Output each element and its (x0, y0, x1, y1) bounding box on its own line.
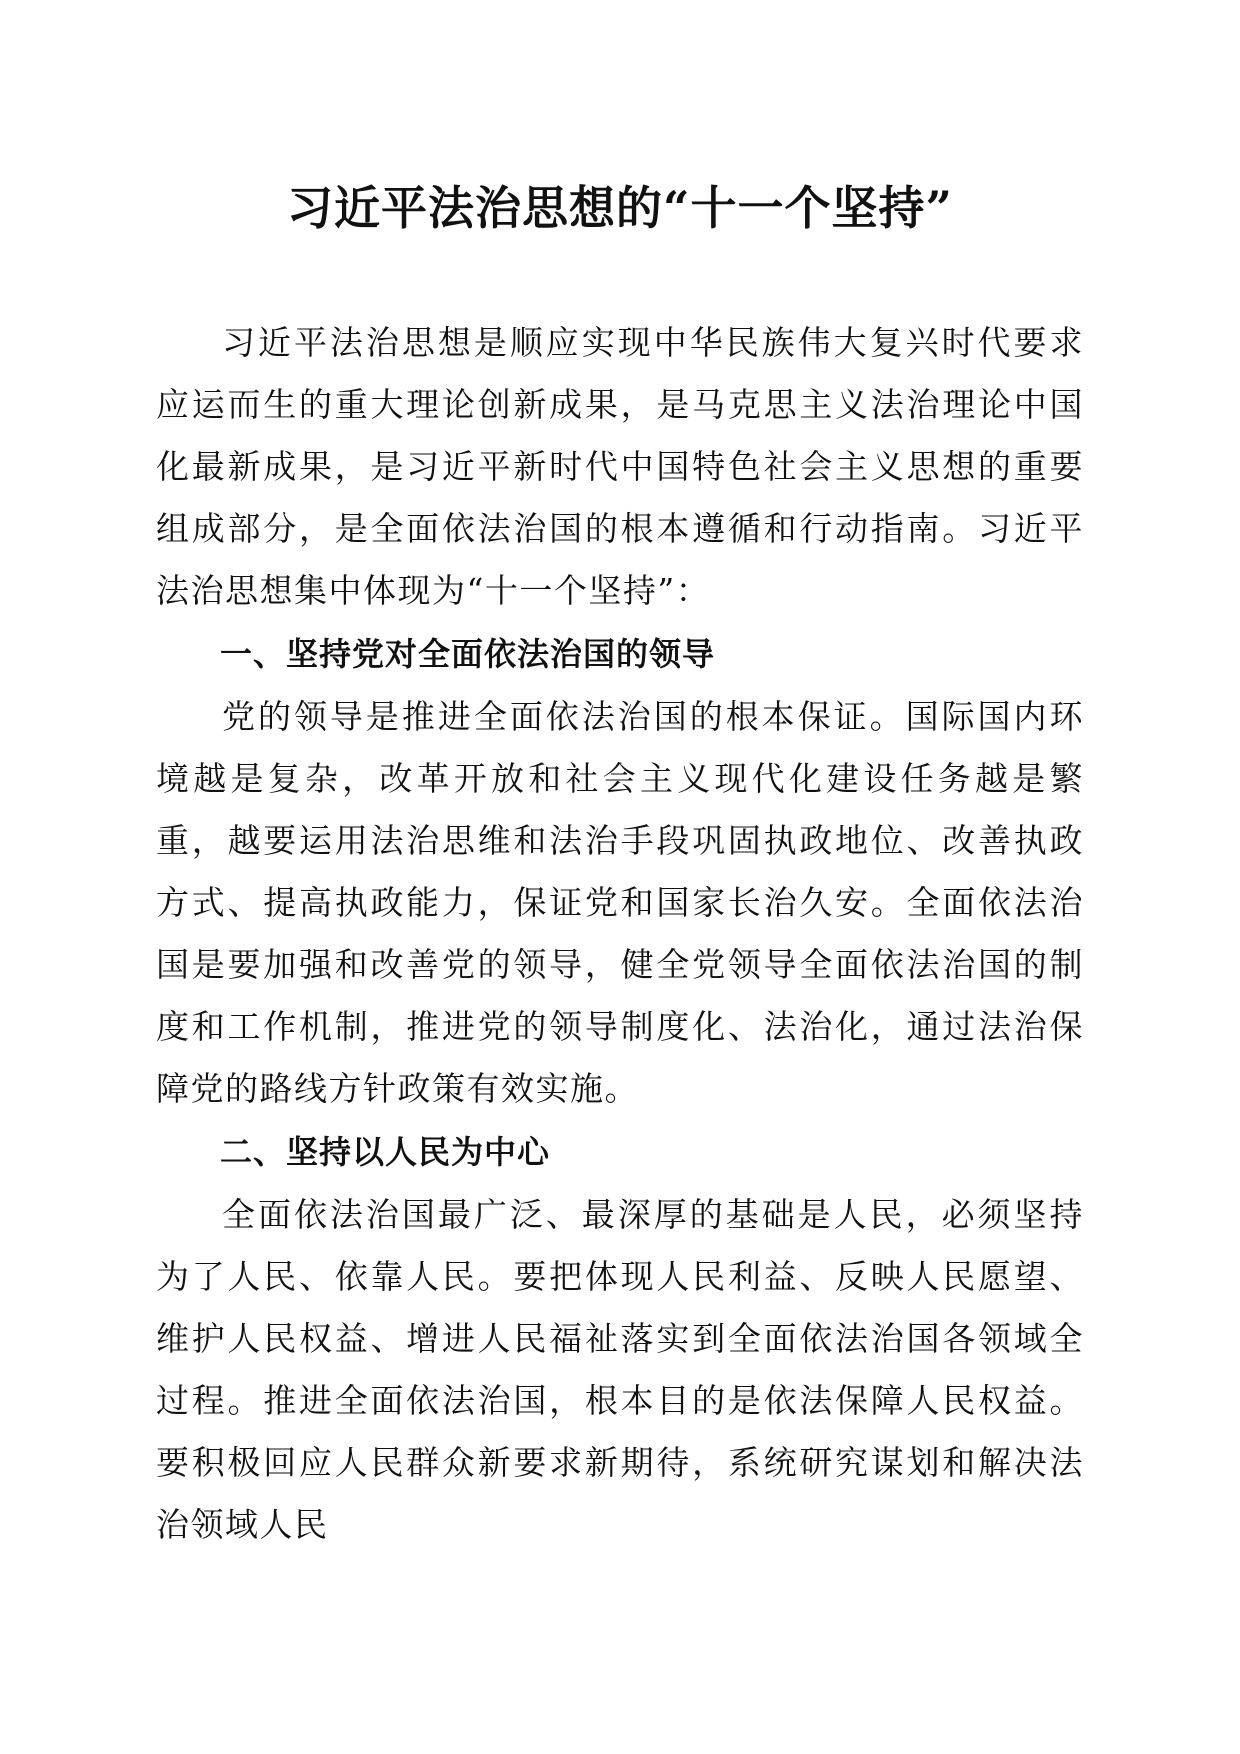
document-body (156, 312, 1084, 1556)
intro-paragraph: 习近平法治思想是顺应实现中华民族伟大复兴时代要求应运而生的重大理论创新成果，是马克思主义法治理论中国化最新成果，是习近平新时代中国特色社会主义思想的重要组成部分，是全面依法治国的根本遵循和行动指南。习近平法治思想集中体现为“十一个坚持”： (156, 323, 1084, 610)
section-heading-1: 一、坚持党对全面依法治国的领导 (220, 635, 716, 673)
section-heading-2: 二、坚持以人民为中心 (220, 1133, 551, 1171)
section-body-2: 全面依法治国最广泛、最深厚的基础是人民，必须坚持为了人民、依靠人民。要把体现人民利益、反映人民愿望、维护人民权益、增进人民福祉落实到全面依法治国各领域全过程。推进全面依法治国，根本目的是依法保障人民权益。要积极回应人民群众新要求新期待，系统研究谋划和解决法治领域人民 (156, 1195, 1084, 1544)
section-body-1: 党的领导是推进全面依法治国的根本保证。国际国内环境越是复杂，改革开放和社会主义现代化建设任务越是繁重，越要运用法治思维和法治手段巩固执政地位、改善执政方式、提高执政能力，保证党和国家长治久安。全面依法治国是要加强和改善党的领导，健全党领导全面依法治国的制度和工作机制，推进党的领导制度化、法治化，通过法治保障党的路线方针政策有效实施。 (156, 697, 1084, 1108)
document-title: 习近平法治思想的“十一个坚持” (287, 181, 953, 235)
